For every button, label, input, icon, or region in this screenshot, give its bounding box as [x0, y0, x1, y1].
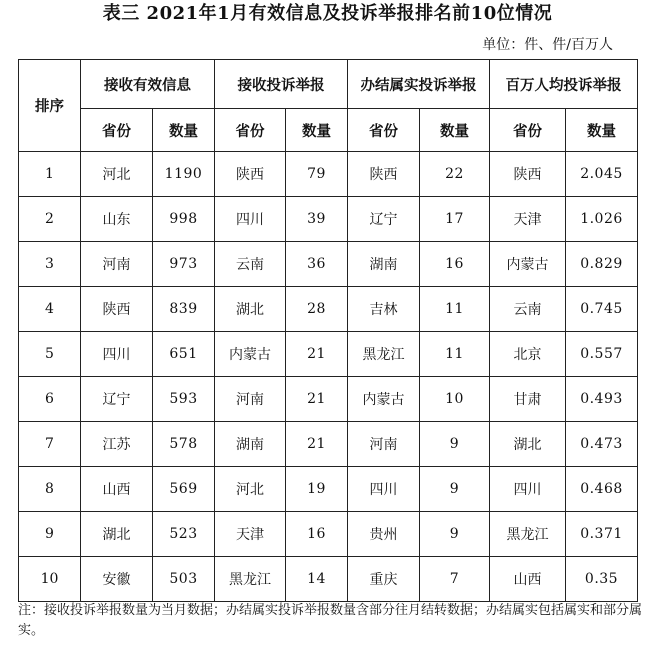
- table-row: [19, 197, 638, 242]
- count-cell: 1.026: [566, 197, 638, 242]
- table-row: [19, 467, 638, 512]
- province-cell: 天津: [490, 197, 566, 242]
- count-cell: 17: [420, 197, 490, 242]
- group-header: 办结属实投诉举报: [348, 60, 490, 109]
- column-header: 数量: [286, 109, 348, 152]
- count-cell: 10: [420, 377, 490, 422]
- column-header: 数量: [566, 109, 638, 152]
- count-cell: 1190: [153, 152, 215, 197]
- province-cell: 陕西: [490, 152, 566, 197]
- rank-cell: 5: [19, 332, 81, 377]
- province-cell: 北京: [490, 332, 566, 377]
- province-cell: 云南: [215, 242, 286, 287]
- count-cell: 11: [420, 332, 490, 377]
- group-header: 百万人均投诉举报: [490, 60, 638, 109]
- count-cell: 11: [420, 287, 490, 332]
- count-cell: 21: [286, 332, 348, 377]
- column-header: 省份: [490, 109, 566, 152]
- province-cell: 陕西: [81, 287, 153, 332]
- province-cell: 湖南: [215, 422, 286, 467]
- province-cell: 河北: [215, 467, 286, 512]
- count-cell: 21: [286, 377, 348, 422]
- province-cell: 重庆: [348, 557, 420, 602]
- province-cell: 河北: [81, 152, 153, 197]
- province-cell: 江苏: [81, 422, 153, 467]
- count-cell: 0.829: [566, 242, 638, 287]
- rank-cell: 10: [19, 557, 81, 602]
- province-cell: 湖北: [490, 422, 566, 467]
- province-cell: 湖北: [215, 287, 286, 332]
- count-cell: 36: [286, 242, 348, 287]
- table-row: [19, 287, 638, 332]
- rank-cell: 2: [19, 197, 81, 242]
- group-header: 接收投诉举报: [215, 60, 348, 109]
- column-header: 省份: [81, 109, 153, 152]
- count-cell: 523: [153, 512, 215, 557]
- footnote: 注：接收投诉举报数量为当月数据；办结属实投诉举报数量含部分往月结转数据；办结属实包括属实和部分属实。: [18, 603, 643, 638]
- count-cell: 0.35: [566, 557, 638, 602]
- unit-label: 单位：件、件/百万人: [482, 37, 613, 53]
- rank-cell: 4: [19, 287, 81, 332]
- count-cell: 21: [286, 422, 348, 467]
- column-header: 数量: [420, 109, 490, 152]
- province-cell: 山西: [490, 557, 566, 602]
- rank-cell: 3: [19, 242, 81, 287]
- province-cell: 陕西: [215, 152, 286, 197]
- count-cell: 0.745: [566, 287, 638, 332]
- table-row: [19, 557, 638, 602]
- count-cell: 9: [420, 422, 490, 467]
- province-cell: 河南: [348, 422, 420, 467]
- page-title: 表三 2021年1月有效信息及投诉举报排名前10位情况: [102, 3, 553, 24]
- rank-cell: 8: [19, 467, 81, 512]
- count-cell: 578: [153, 422, 215, 467]
- province-cell: 河南: [215, 377, 286, 422]
- province-cell: 黑龙江: [215, 557, 286, 602]
- rank-cell: 7: [19, 422, 81, 467]
- count-cell: 569: [153, 467, 215, 512]
- count-cell: 998: [153, 197, 215, 242]
- province-cell: 辽宁: [348, 197, 420, 242]
- province-cell: 云南: [490, 287, 566, 332]
- column-header: 省份: [348, 109, 420, 152]
- count-cell: 0.468: [566, 467, 638, 512]
- province-cell: 辽宁: [81, 377, 153, 422]
- count-cell: 839: [153, 287, 215, 332]
- ranking-table: [18, 59, 638, 602]
- province-cell: 黑龙江: [348, 332, 420, 377]
- count-cell: 9: [420, 467, 490, 512]
- table-row: [19, 152, 638, 197]
- count-cell: 0.493: [566, 377, 638, 422]
- province-cell: 四川: [348, 467, 420, 512]
- province-cell: 甘肃: [490, 377, 566, 422]
- province-cell: 内蒙古: [348, 377, 420, 422]
- count-cell: 14: [286, 557, 348, 602]
- province-cell: 河南: [81, 242, 153, 287]
- province-cell: 吉林: [348, 287, 420, 332]
- rank-header: 排序: [19, 60, 81, 152]
- count-cell: 0.557: [566, 332, 638, 377]
- province-cell: 山东: [81, 197, 153, 242]
- group-header: 接收有效信息: [81, 60, 215, 109]
- count-cell: 973: [153, 242, 215, 287]
- province-cell: 贵州: [348, 512, 420, 557]
- header-row-sub: [19, 109, 638, 152]
- count-cell: 0.371: [566, 512, 638, 557]
- header-row-groups: [19, 60, 638, 109]
- count-cell: 2.045: [566, 152, 638, 197]
- count-cell: 79: [286, 152, 348, 197]
- count-cell: 28: [286, 287, 348, 332]
- column-header: 数量: [153, 109, 215, 152]
- count-cell: 0.473: [566, 422, 638, 467]
- table-row: [19, 332, 638, 377]
- rank-cell: 1: [19, 152, 81, 197]
- count-cell: 7: [420, 557, 490, 602]
- province-cell: 安徽: [81, 557, 153, 602]
- count-cell: 593: [153, 377, 215, 422]
- province-cell: 山西: [81, 467, 153, 512]
- province-cell: 湖北: [81, 512, 153, 557]
- count-cell: 503: [153, 557, 215, 602]
- column-header: 省份: [215, 109, 286, 152]
- province-cell: 天津: [215, 512, 286, 557]
- province-cell: 内蒙古: [490, 242, 566, 287]
- table-row: [19, 422, 638, 467]
- count-cell: 16: [420, 242, 490, 287]
- count-cell: 19: [286, 467, 348, 512]
- province-cell: 黑龙江: [490, 512, 566, 557]
- rank-cell: 9: [19, 512, 81, 557]
- province-cell: 湖南: [348, 242, 420, 287]
- table-row: [19, 242, 638, 287]
- table-row: [19, 512, 638, 557]
- province-cell: 陕西: [348, 152, 420, 197]
- count-cell: 39: [286, 197, 348, 242]
- rank-cell: 6: [19, 377, 81, 422]
- province-cell: 四川: [215, 197, 286, 242]
- count-cell: 9: [420, 512, 490, 557]
- province-cell: 四川: [490, 467, 566, 512]
- province-cell: 四川: [81, 332, 153, 377]
- count-cell: 22: [420, 152, 490, 197]
- table-row: [19, 377, 638, 422]
- count-cell: 651: [153, 332, 215, 377]
- count-cell: 16: [286, 512, 348, 557]
- province-cell: 内蒙古: [215, 332, 286, 377]
